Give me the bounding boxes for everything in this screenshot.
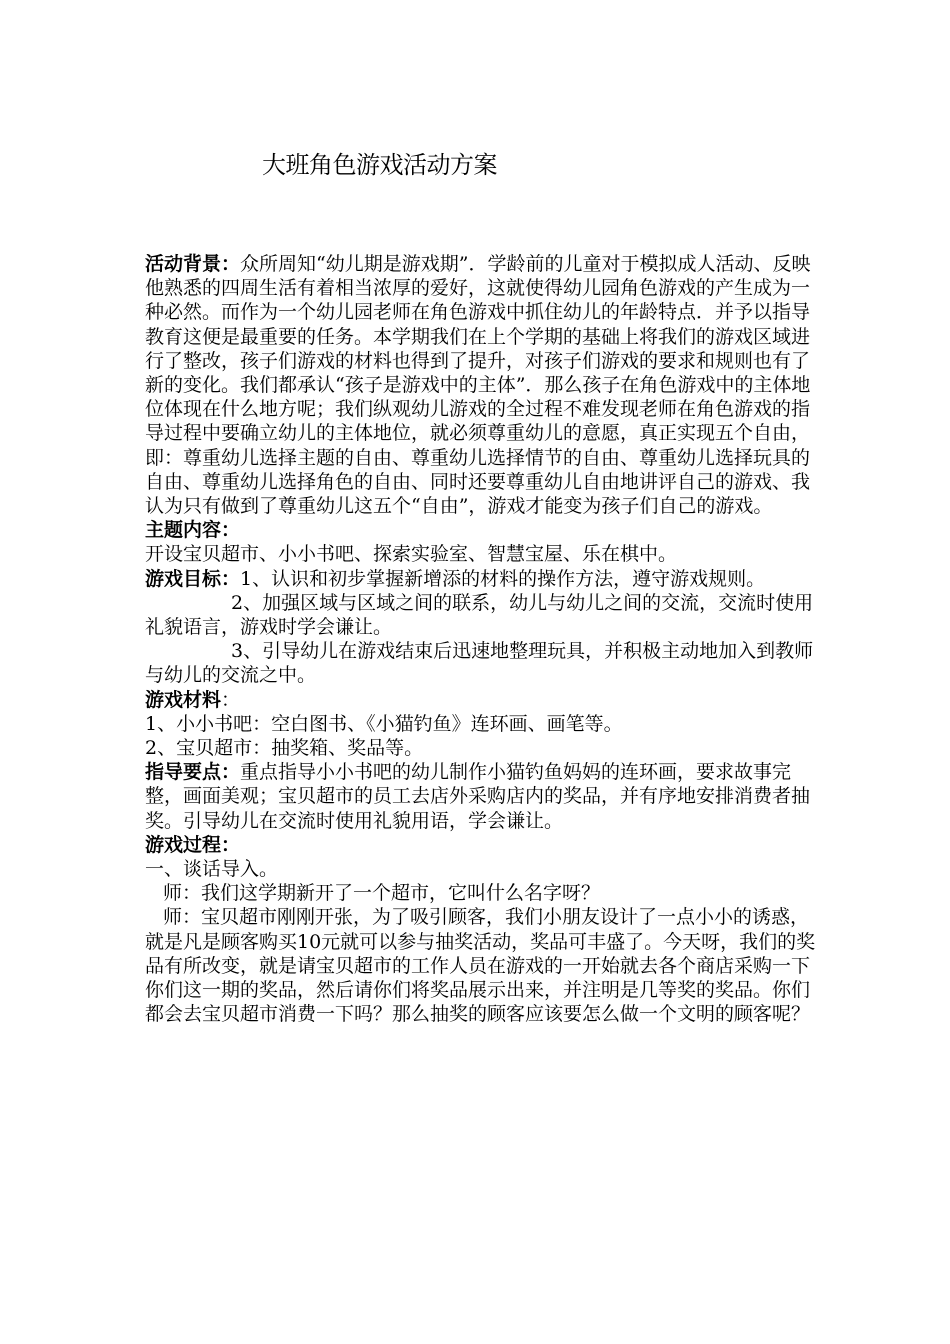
- materials-label: 游戏材料: [145, 688, 222, 711]
- guidance-paragraph: [145, 760, 825, 833]
- theme-text: 开设宝贝超市、小小书吧、探索实验室、智慧宝屋、乐在棋中。: [145, 543, 678, 566]
- document-title: 大班角色游戏活动方案: [262, 151, 497, 179]
- background-paragraph: [145, 252, 825, 518]
- theme-label: 主题内容：: [145, 519, 241, 542]
- goals-paragraph: [145, 567, 825, 591]
- goals-label: 游戏目标：: [145, 567, 241, 590]
- document-body: [145, 252, 825, 1027]
- process-question-1: 师：我们这学期新开了一个超市，它叫什么名字呀？: [163, 882, 601, 905]
- materials-label-suffix: ：: [221, 688, 241, 711]
- process-label: 游戏过程：: [145, 833, 241, 856]
- material-item-2: 2、宝贝超市：抽奖箱、奖品等。: [145, 737, 424, 760]
- guidance-label: 指导要点：: [145, 761, 241, 784]
- materials-heading: [145, 688, 825, 712]
- background-label: 活动背景：: [145, 253, 241, 275]
- background-text: 众所周知“幼儿期是游戏期”．学龄前的儿童对于模拟成人活动、反映他熟悉的四周生活有着相当浓厚的爱好，这就使得幼儿园角色游戏的产生成为一种必然。而作为一个幼儿园老师在角色游戏中抓住幼儿的年龄特点．并予以指导教育这便是最重要的任务。本学期我们在上个学期的基础上将我们的游戏区域进行了整改，孩子们游戏的材料也得到了提升，对孩子们游戏的要求和规则也有了新的变化。我们都承认“孩子是游戏中的主体”．那么孩子在角色游戏中的主体地位体现在什么地方呢；我们纵观幼儿游戏的全过程不难发现老师在角色游戏的指导过程中要确立幼儿的主体地位，就必须尊重幼儿的意愿，真正实现五个自由，即：尊重幼儿选择主题的自由、尊重幼儿选择情节的自由、尊重幼儿选择玩具的自由、尊重幼儿选择角色的自由、同时还要尊重幼儿自由地讲评自己的游戏、我认为只有做到了尊重幼儿这五个“自由”，游戏才能变为孩子们自己的游戏。: [145, 253, 811, 518]
- material-item-1: 1、小小书吧：空白图书、《小猫钓鱼》连环画、画笔等。: [145, 712, 623, 735]
- process-question-2: 师：宝贝超市刚刚开张，为了吸引顾客，我们小朋友设计了一点小小的诱惑，就是凡是顾客购买10元就可以参与抽奖活动，奖品可丰盛了。今天呀，我们的奖品有所改变，就是请宝贝超市的工作人员在游戏的一开始就去各个商店采购一下你们这一期的奖品，然后请你们将奖品展示出来，并注明是几等奖的奖品。你们都会去宝贝超市消费一下吗？那么抽奖的顾客应该要怎么做一个文明的顾客呢？: [145, 906, 816, 1026]
- goal-item-3: 3、引导幼儿在游戏结束后迅速地整理玩具，并积极主动地加入到教师与幼儿的交流之中。: [145, 640, 814, 687]
- goal-item-1: 1、认识和初步掌握新增添的材料的操作方法，遵守游戏规则。: [240, 567, 766, 590]
- guidance-text: 重点指导小小书吧的幼儿制作小猫钓鱼妈妈的连环画，要求故事完整，画面美观；宝贝超市的员工去店外采购店内的奖品，并有序地安排消费者抽奖。引导幼儿在交流时使用礼貌用语，学会谦让。: [145, 761, 811, 832]
- process-step-1: 一、谈话导入。: [145, 858, 279, 881]
- process-heading: [145, 833, 825, 857]
- goal-item-2: 2、加强区域与区域之间的联系，幼儿与幼儿之间的交流，交流时使用礼貌语言，游戏时学会谦让。: [145, 591, 814, 639]
- theme-heading: [145, 518, 825, 542]
